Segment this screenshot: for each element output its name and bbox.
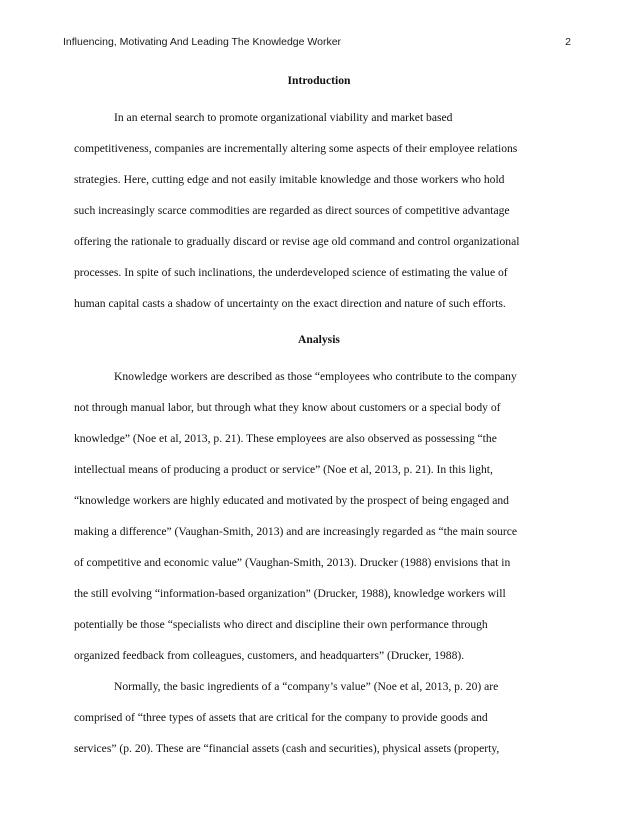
text-line: of competitive and economic value” (Vaughan-Smith, 2013). Drucker (1988) envisions that in [74, 556, 511, 569]
page-number: 2 [565, 36, 571, 48]
text-line: offering the rationale to gradually discard or revise age old command and control organizational [74, 235, 520, 248]
text-line: knowledge” (Noe et al, 2013, p. 21). These employees are also observed as possessing “the [74, 432, 497, 445]
text-line: human capital casts a shadow of uncertainty on the exact direction and nature of such efforts. [74, 297, 506, 310]
section-heading-introduction: Introduction [287, 74, 351, 87]
text-line: “knowledge workers are highly educated and motivated by the prospect of being engaged and [74, 494, 509, 507]
section-heading-analysis: Analysis [298, 333, 340, 346]
document-body [74, 70, 564, 764]
text-line: strategies. Here, cutting edge and not easily imitable knowledge and those workers who hold [74, 173, 505, 186]
text-line: not through manual labor, but through what they know about customers or a special body of [74, 401, 501, 414]
text-line: comprised of “three types of assets that are critical for the company to provide goods and [74, 711, 488, 724]
analysis-paragraph-1 [74, 361, 564, 671]
text-line: Knowledge workers are described as those “employees who contribute to the company [114, 370, 517, 383]
text-line: In an eternal search to promote organizational viability and market based [114, 111, 453, 124]
text-line: intellectual means of producing a product or service” (Noe et al, 2013, p. 21). In this light, [74, 463, 493, 476]
text-line: organized feedback from colleagues, customers, and headquarters” (Drucker, 1988). [74, 649, 465, 662]
text-line: potentially be those “specialists who direct and discipline their own performance through [74, 618, 488, 631]
text-line: services” (p. 20). These are “financial assets (cash and securities), physical assets (property, [74, 742, 500, 755]
running-title: Influencing, Motivating And Leading The Knowledge Worker [63, 36, 342, 48]
text-line: the still evolving “information-based organization” (Drucker, 1988), knowledge workers will [74, 587, 506, 600]
introduction-paragraph [74, 102, 564, 319]
text-line: making a difference” (Vaughan-Smith, 2013) and are increasingly regarded as “the main source [74, 525, 518, 538]
text-line: Normally, the basic ingredients of a “company’s value” (Noe et al, 2013, p. 20) are [114, 680, 499, 693]
text-line: processes. In spite of such inclinations, the underdeveloped science of estimating the value of [74, 266, 508, 279]
text-line: such increasingly scarce commodities are regarded as direct sources of competitive advantage [74, 204, 510, 217]
analysis-paragraph-2 [74, 671, 564, 764]
text-line: competitiveness, companies are incrementally altering some aspects of their employee relations [74, 142, 518, 155]
